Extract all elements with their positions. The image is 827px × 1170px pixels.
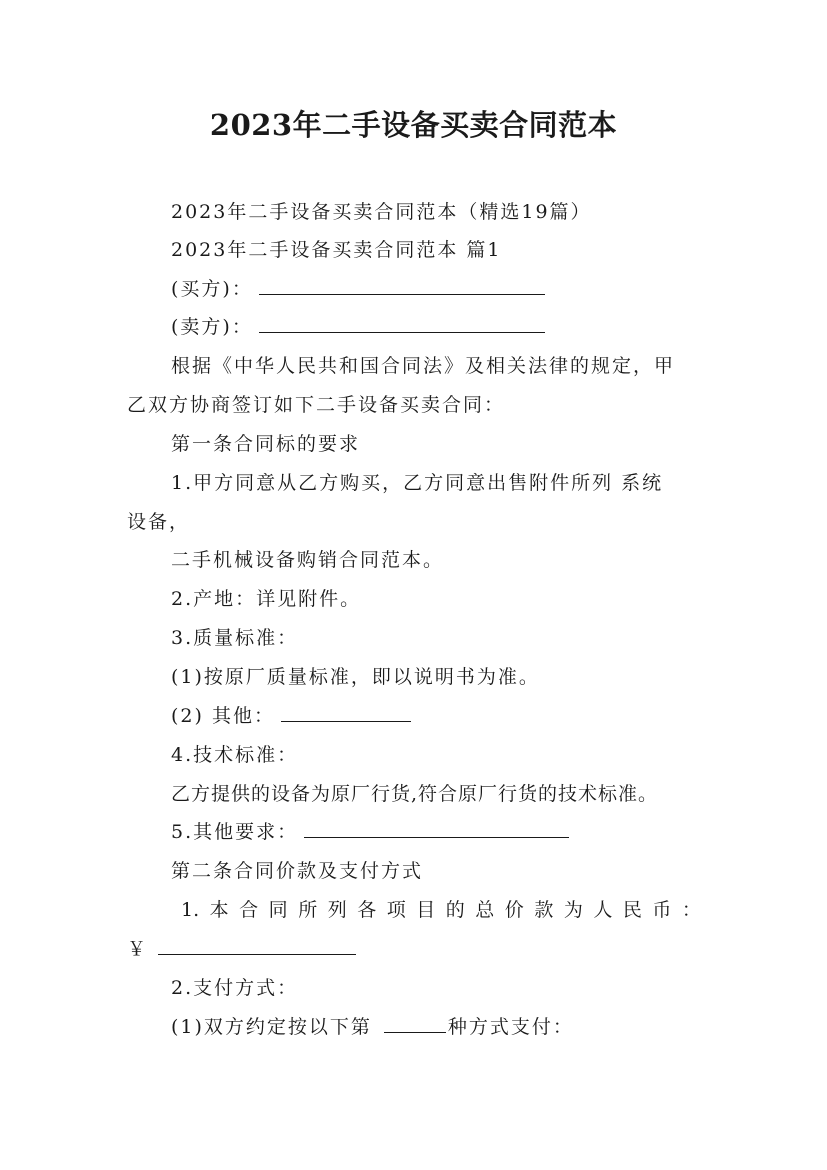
price-text-char: 目 — [416, 899, 436, 921]
yuan-sign: ￥ — [127, 938, 149, 960]
price-text-char: 民 — [622, 899, 642, 921]
buyer-line — [171, 276, 545, 302]
document-title: 2023年二手设备买卖合同范本 — [209, 108, 618, 142]
paragraph-line: 4.技术标准： — [171, 744, 299, 766]
other-quality-blank — [281, 703, 411, 722]
buyer-blank — [259, 276, 545, 295]
price-text-char: 款 — [534, 899, 554, 921]
other-quality-label: (2) 其他： — [171, 705, 275, 727]
section-heading: 2023年二手设备买卖合同范本 篇1 — [171, 239, 502, 261]
seller-line — [171, 314, 545, 340]
paragraph-line: 乙方提供的设备为原厂行货,符合原厂行货的技术标准。 — [171, 783, 659, 805]
other-requirements-line — [171, 819, 569, 845]
article-heading: 第一条合同标的要求 — [171, 433, 361, 455]
payment-option-label: (1)双方约定按以下第 — [171, 1016, 372, 1038]
buyer-label: (买方)： — [171, 278, 253, 300]
price-text-char: 人 — [593, 899, 613, 921]
payment-option-line — [171, 1014, 574, 1040]
price-text-char: ： — [681, 899, 701, 921]
price-amount-line — [127, 936, 356, 962]
other-quality-line — [171, 703, 411, 729]
other-requirements-blank — [304, 819, 569, 838]
price-text-char: 币 — [652, 899, 672, 921]
subtitle-line: 2023年二手设备买卖合同范本（精选19篇） — [171, 201, 592, 223]
paragraph-line: 2.产地：详见附件。 — [171, 588, 362, 610]
price-amount-blank — [158, 936, 356, 955]
paragraph-line: 设备， — [127, 511, 191, 533]
payment-option-suffix: 种方式支付： — [447, 1016, 574, 1038]
seller-blank — [259, 314, 545, 333]
price-text-char: 价 — [504, 899, 524, 921]
price-text-char: 为 — [563, 899, 583, 921]
price-text-char: 同 — [268, 899, 288, 921]
price-text-char: 项 — [386, 899, 406, 921]
other-requirements-label: 5.其他要求： — [171, 821, 299, 843]
price-text-char: 总 — [475, 899, 495, 921]
price-text-char: 的 — [445, 899, 465, 921]
paragraph-line: (1)按原厂质量标准，即以说明书为准。 — [171, 666, 540, 688]
article-heading: 第二条合同价款及支付方式 — [171, 860, 424, 882]
seller-label: (卖方)： — [171, 316, 253, 338]
paragraph-line: 1.甲方同意从乙方购买，乙方同意出售附件所列 系统 — [171, 472, 664, 494]
price-text-char: 列 — [327, 899, 347, 921]
price-text-char: 各 — [357, 899, 377, 921]
payment-option-blank — [384, 1014, 446, 1033]
price-text-char: 所 — [298, 899, 318, 921]
paragraph-line: 二手机械设备购销合同范本。 — [171, 549, 445, 571]
price-text-char: 1. — [181, 899, 200, 921]
price-text-char: 合 — [239, 899, 259, 921]
paragraph-line: 根据《中华人民共和国合同法》及相关法律的规定，甲 — [171, 355, 676, 377]
price-text-char: 本 — [209, 899, 229, 921]
paragraph-line: 2.支付方式： — [171, 977, 299, 999]
justified-price-line — [181, 897, 701, 923]
paragraph-line: 乙双方协商签订如下二手设备买卖合同： — [127, 394, 506, 416]
paragraph-line: 3.质量标准： — [171, 627, 299, 649]
